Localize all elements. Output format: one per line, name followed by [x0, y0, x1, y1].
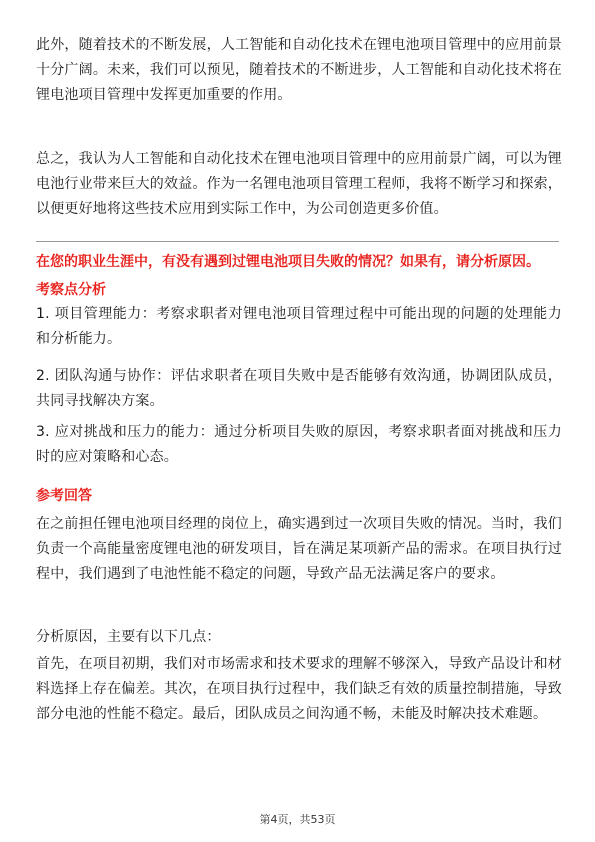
answer-heading: 参考回答	[36, 488, 92, 504]
page-number: 第4页，共53页	[259, 813, 336, 826]
answer-paragraph-reasons: 首先，在项目初期，我们对市场需求和技术要求的理解不够深入，导致产品设计和材料选择上存在偏差。其次，在项目执行过程中，我们缺乏有效的质量控制措施，导致部分电池的性能不稳定。最后，团队成员之间沟通不畅，未能及时解决技术难题。	[36, 656, 562, 722]
analysis-item-3: 3. 应对挑战和压力的能力：通过分析项目失败的原因，考察求职者面对挑战和压力时的应对策略和心态。	[36, 424, 562, 465]
answer-paragraph-intro: 分析原因，主要有以下几点：	[36, 629, 221, 645]
intro-paragraph-summary: 总之，我认为人工智能和自动化技术在锂电池项目管理中的应用前景广阔，可以为锂电池行业带来巨大的效益。作为一名锂电池项目管理工程师，我将不断学习和探索，以便更好地将这些技术应用到实际工作中，为公司创造更多价值。	[36, 151, 562, 217]
analysis-item-1: 1. 项目管理能力：考察求职者对锂电池项目管理过程中可能出现的问题的处理能力和分析能力。	[36, 306, 562, 347]
section-divider	[36, 241, 559, 242]
intro-paragraph-future: 此外，随着技术的不断发展，人工智能和自动化技术在锂电池项目管理中的应用前景十分广阔。未来，我们可以预见，随着技术的不断进步，人工智能和自动化技术将在锂电池项目管理中发挥更加重要的作用。	[36, 37, 562, 103]
analysis-item-2: 2. 团队沟通与协作：评估求职者在项目失败中是否能够有效沟通，协调团队成员，共同寻找解决方案。	[36, 368, 562, 409]
answer-paragraph-background: 在之前担任锂电池项目经理的岗位上，确实遇到过一次项目失败的情况。当时，我们负责一个高能量密度锂电池的研发项目，旨在满足某项新产品的需求。在项目执行过程中，我们遇到了电池性能不稳定的问题，导致产品无法满足客户的要求。	[36, 516, 562, 582]
analysis-heading: 考察点分析	[36, 282, 106, 298]
interview-question: 在您的职业生涯中，有没有遇到过锂电池项目失败的情况？如果有，请分析原因。	[36, 254, 540, 270]
